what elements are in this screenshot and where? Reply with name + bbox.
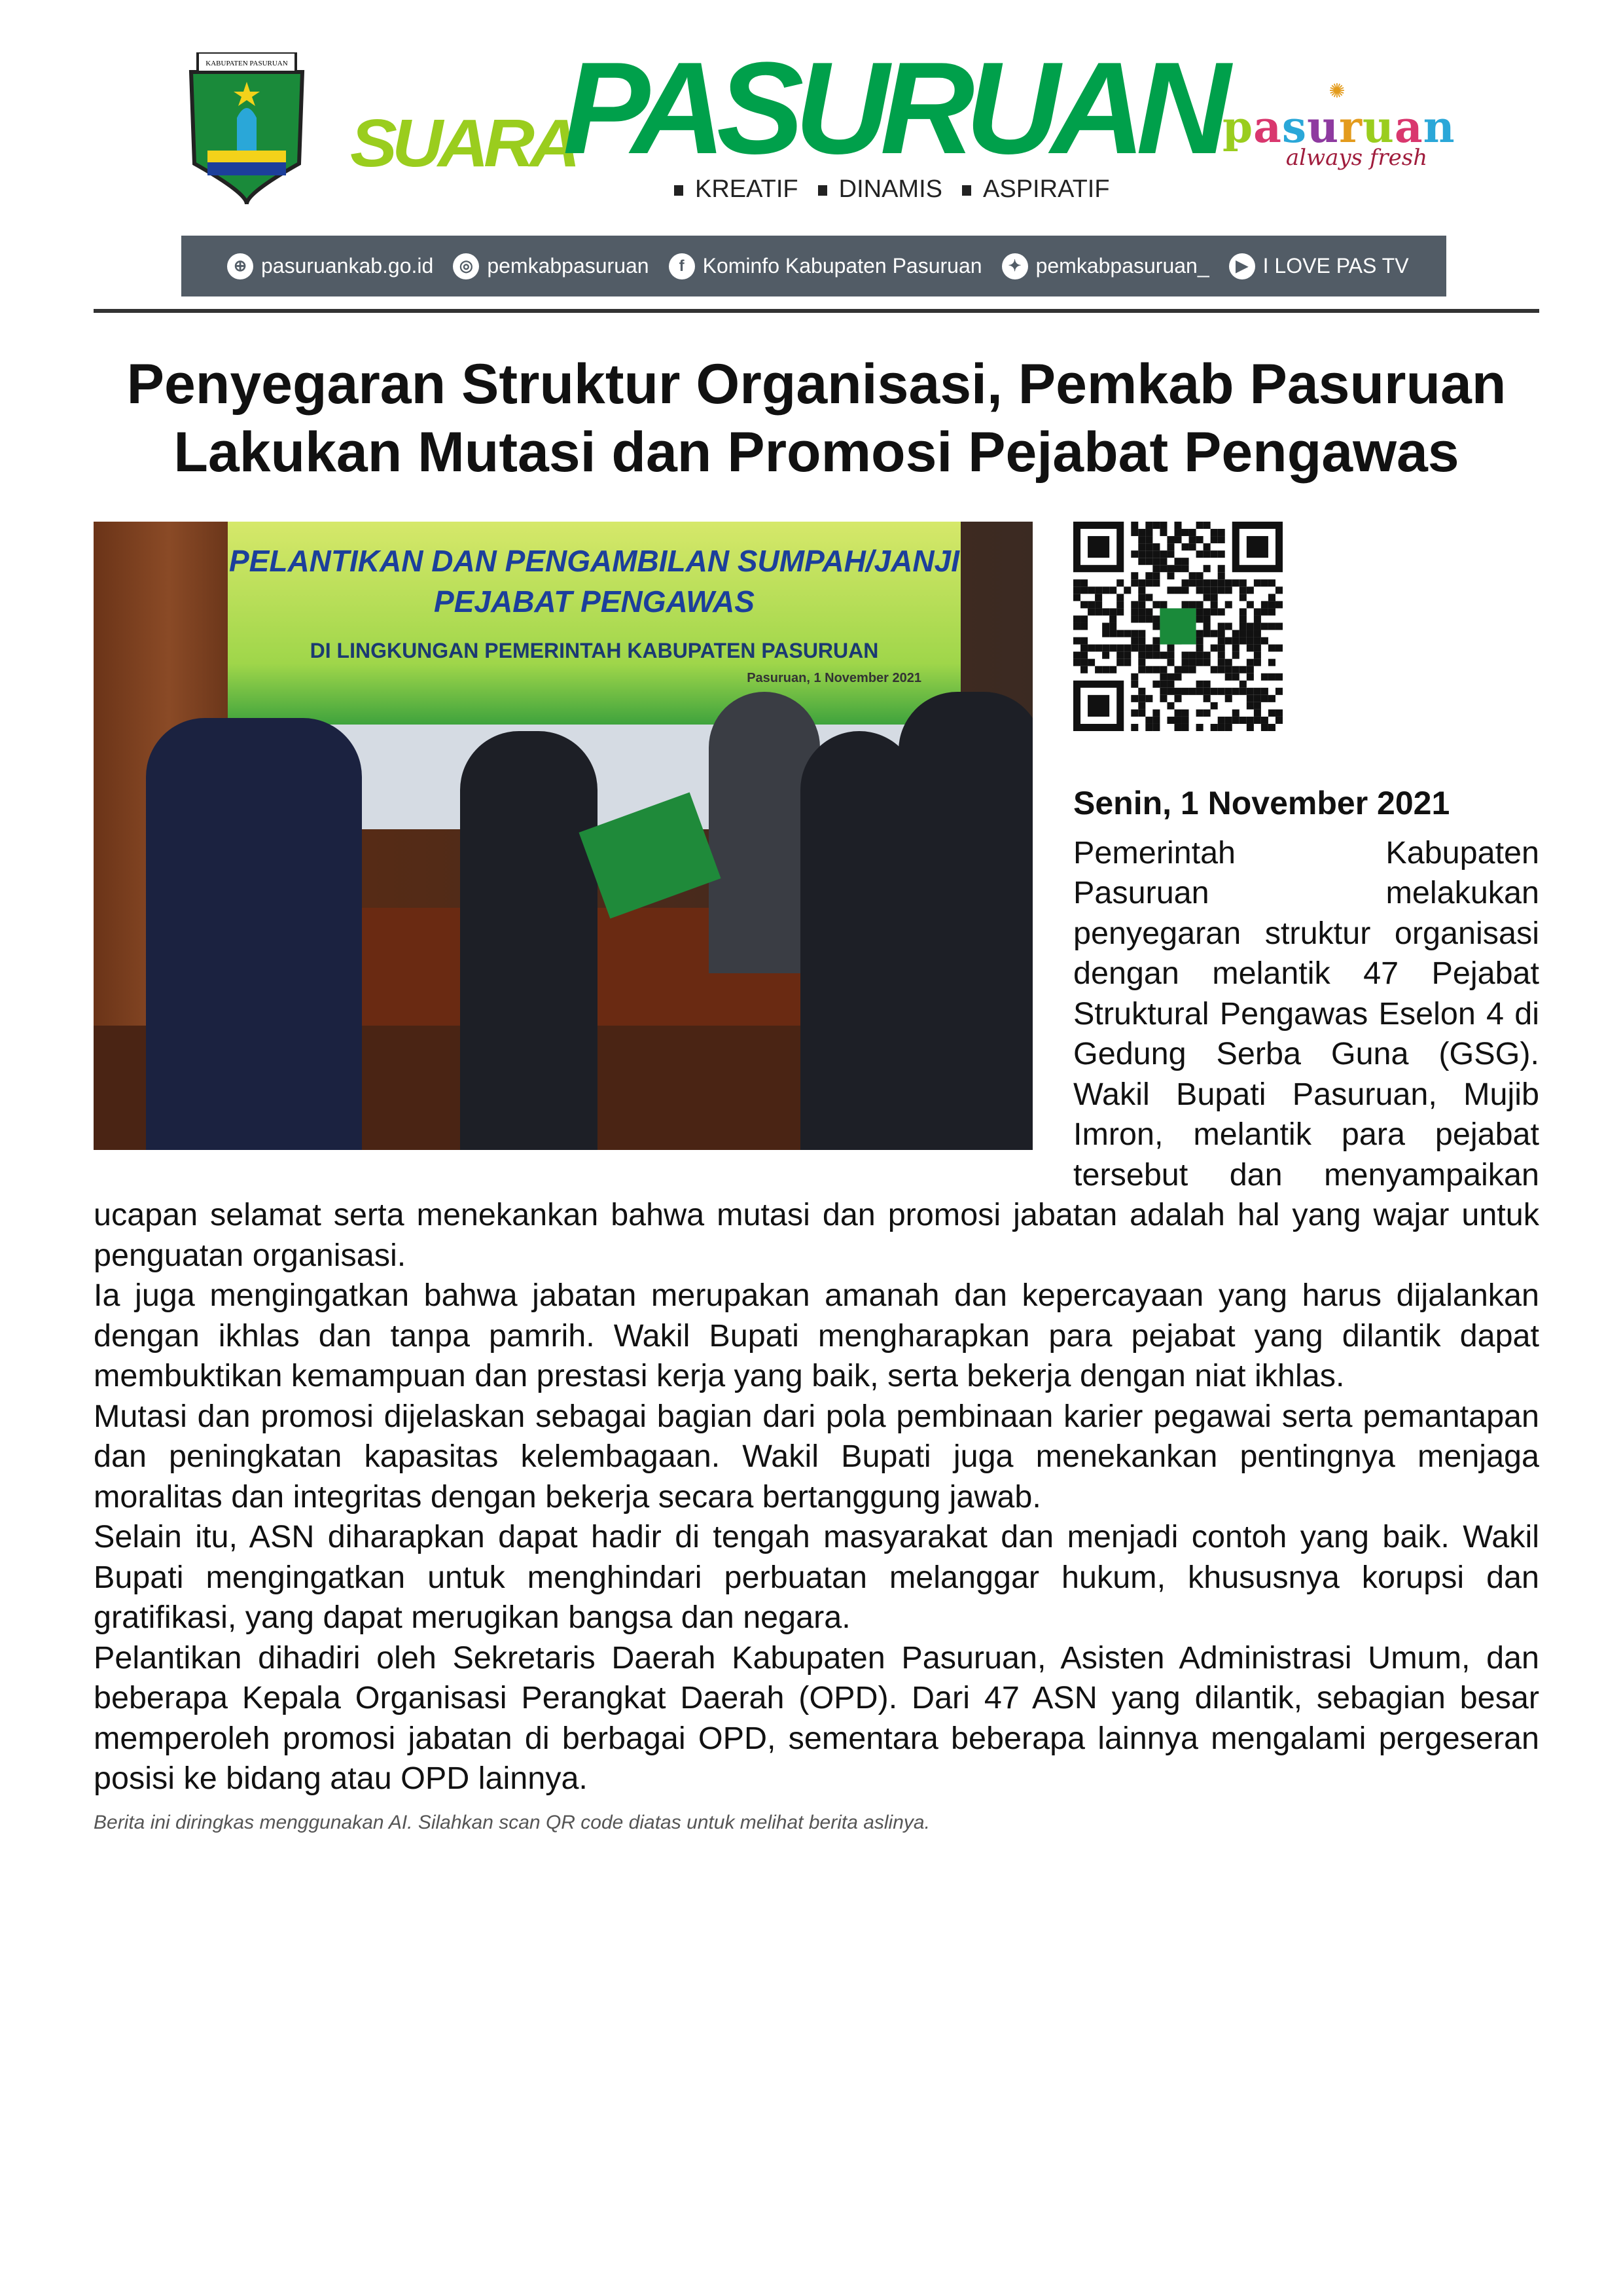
brand-letter: u [1307,101,1340,152]
social-youtube[interactable] [1229,253,1409,279]
tagline-item: DINAMIS [818,175,942,204]
paragraph: Pemerintah Kabupaten Pasuruan melakukan penyegaran struktur organisasi dengan melantik 47 Pejabat Struktural Pengawas Eselon 4 di Gedung Serba Guna (GSG). Wakil Bupati Pasuruan, Mujib Imron, melantik para pejabat tersebut dan menyampaikan ucapan selamat serta menekankan bahwa mutasi dan promosi jabatan adalah hal yang wajar untuk penguatan organisasi. [94,834,1539,1273]
brand-tagline: always fresh [1285,145,1428,171]
qr-code[interactable] [1073,522,1283,731]
social-label: Kominfo Kabupaten Pasuruan [702,254,982,278]
social-label: pasuruankab.go.id [261,254,434,278]
photo-person [899,692,1033,1150]
social-instagram[interactable] [453,253,649,279]
title-line: Lakukan Mutasi dan Promosi Pejabat Pengawas [173,421,1459,484]
social-media-bar [181,236,1446,296]
brand-letter: p [1222,101,1254,152]
social-label: pemkabpasuruan_ [1035,254,1209,278]
facebook-icon: f [669,253,695,279]
kabupaten-pasuruan-crest [185,52,309,204]
article-title [94,350,1539,486]
banner-date: Pasuruan, 1 November 2021 [747,670,921,685]
social-label: pemkabpasuruan [487,254,649,278]
crest-label: KABUPATEN PASURUAN [205,60,288,67]
paragraph: Pelantikan dihadiri oleh Sekretaris Daerah Kabupaten Pasuruan, Asisten Administrasi Umum, dan beberapa Kepala Organisasi Perangkat Daerah (OPD). Dari 47 ASN yang dilantik, sebagian besar memperoleh promosi jabatan di berbagai OPD, sementara beberapa lainnya mengalami pergeseran posisi ke bidang atau OPD lainnya. [94,1640,1539,1796]
twitter-icon: ✦ [1002,253,1028,279]
social-twitter[interactable] [1002,253,1209,279]
brand-letter: a [1394,101,1423,152]
social-facebook[interactable] [669,253,982,279]
tagline-item: ASPIRATIF [962,175,1110,204]
brand-letter: u [1362,101,1395,152]
title-line: Penyegaran Struktur Organisasi, Pemkab Pasuruan [126,353,1507,416]
paragraph: Selain itu, ASN diharapkan dapat hadir di tengah masyarakat dan menjadi contoh yang baik. Wakil Bupati mengingatkan untuk menghindari perbuatan melanggar hukum, khususnya korupsi dan gratifikasi, yang dapat merugikan bangsa dan negara. [94,1519,1539,1635]
header-divider [94,309,1539,313]
banner-text: PELANTIKAN DAN PENGAMBILAN SUMPAH/JANJI [229,544,959,578]
photo-person [146,718,362,1150]
social-label: I LOVE PAS TV [1262,254,1409,278]
masthead-pasuruan: PASURUAN [563,35,1222,181]
ai-summary-note: Berita ini diringkas menggunakan AI. Silahkan scan QR code diatas untuk melihat berita aslinya. [94,1812,930,1833]
article-body [94,522,1539,1799]
photo-banner [228,522,961,725]
brand-letter: r [1339,101,1363,152]
pasuruan-always-fresh-logo [1222,81,1455,173]
article-date: Senin, 1 November 2021 [1073,785,1450,821]
masthead-suara: SUARA [350,105,576,181]
banner-text: PEJABAT PENGAWAS [434,584,755,619]
sun-icon: ✺ [1329,81,1346,102]
paragraph: Mutasi dan promosi dijelaskan sebagai bagian dari pola pembinaan karier pegawai serta pemantapan dan peningkatan kapasitas kelembagaan. Wakil Bupati juga menekankan pentingnya menjaga moralitas dan integritas dengan bekerja secara bertanggung jawab. [94,1398,1539,1515]
suara-pasuruan-masthead [350,35,1222,181]
paragraph: Ia juga mengingatkan bahwa jabatan merupakan amanah dan kepercayaan yang harus dijalankan dengan ikhlas dan tanpa pamrih. Wakil Bupati mengharapkan para pejabat yang dilantik dapat membuktikan kemampuan dan prestasi kerja yang baik, serta bekerja dengan niat ikhlas. [94,1278,1539,1393]
photo-person [460,731,597,1150]
instagram-icon: ◎ [453,253,479,279]
globe-icon: ⊕ [227,253,253,279]
youtube-icon: ▶ [1229,253,1255,279]
tagline-item: KREATIF [674,175,798,204]
social-website[interactable] [227,253,433,279]
article-photo [94,522,1033,1150]
brand-letter: a [1253,101,1282,152]
brand-letter: n [1423,101,1455,152]
brand-letter: s [1281,101,1308,152]
banner-text: DI LINGKUNGAN PEMERINTAH KABUPATEN PASURUAN [310,639,879,662]
tagline [674,175,1110,204]
